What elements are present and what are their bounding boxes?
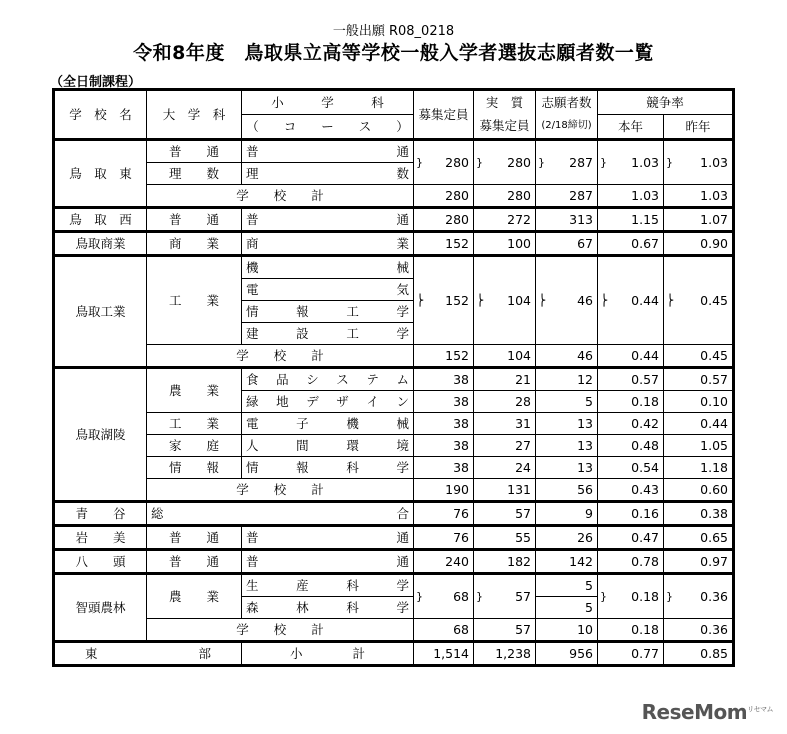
ratio-this-year-cell: } 0.18 (598, 574, 664, 619)
table-row (54, 550, 734, 574)
course-cell: 普 通 (242, 550, 414, 574)
table-row (54, 435, 734, 457)
capacity-cell: 38 (414, 391, 474, 413)
course-cell: 普 通 (242, 208, 414, 232)
capacity-cell: } 280 (414, 140, 474, 185)
course-cell: 普 通 (242, 140, 414, 163)
school-total-label: 学 校 計 (147, 619, 414, 642)
col-applicants-top: 志願者数 (536, 90, 598, 115)
region-label: 東 部 (54, 642, 242, 666)
col-real-top: 実 質 (474, 90, 536, 115)
dept-cell: 情 報 (147, 457, 242, 479)
ratio-last-year-cell: 0.38 (664, 502, 734, 526)
ratio-last-year-cell: 0.90 (664, 232, 734, 256)
real-capacity-cell: 57 (474, 619, 536, 642)
school-name: 智頭農林 (54, 574, 147, 642)
ratio-this-year-cell: } 1.03 (598, 140, 664, 185)
ratio-last-year-cell: 0.85 (664, 642, 734, 666)
course-cell: 理 数 (242, 163, 414, 185)
ratio-last-year-cell: 0.10 (664, 391, 734, 413)
col-course-top: 小 学 科 (242, 90, 414, 115)
table-row (54, 256, 734, 279)
ratio-this-year-cell: 0.78 (598, 550, 664, 574)
real-capacity-cell: 131 (474, 479, 536, 502)
dept-cell: 工 業 (147, 413, 242, 435)
real-capacity-cell: 24 (474, 457, 536, 479)
table-row-total (54, 185, 734, 208)
capacity-cell: 76 (414, 526, 474, 550)
school-total-label: 学 校 計 (147, 345, 414, 368)
capacity-cell: 240 (414, 550, 474, 574)
ratio-this-year-cell: 0.47 (598, 526, 664, 550)
dept-cell: 普 通 (147, 526, 242, 550)
applicants-cell: } 287 (536, 140, 598, 185)
applicants-cell: 956 (536, 642, 598, 666)
applicants-cell: 12 (536, 368, 598, 391)
ratio-this-year-cell: 0.48 (598, 435, 664, 457)
ratio-this-year-cell: 0.57 (598, 368, 664, 391)
table-row (54, 457, 734, 479)
applicants-cell: ⎬ 46 (536, 256, 598, 345)
dept-cell: 普 通 (147, 550, 242, 574)
header-row-top (54, 90, 734, 115)
table-row (54, 526, 734, 550)
applicants-cell: 287 (536, 185, 598, 208)
applicants-cell: 13 (536, 457, 598, 479)
capacity-cell: 1,514 (414, 642, 474, 666)
school-total-label: 学 校 計 (147, 479, 414, 502)
applicants-cell: 142 (536, 550, 598, 574)
real-capacity-cell: 21 (474, 368, 536, 391)
dept-cell: 理 数 (147, 163, 242, 185)
ratio-this-year-cell: 0.18 (598, 619, 664, 642)
capacity-cell: 38 (414, 368, 474, 391)
dept-cell: 農 業 (147, 368, 242, 413)
ratio-this-year-cell: 1.03 (598, 185, 664, 208)
resemom-logo: ReseMom$^{リセマム}$ (641, 700, 773, 724)
ratio-last-year-cell: 1.03 (664, 185, 734, 208)
course-cell: 森 林 科 学 (242, 597, 414, 619)
table-row (54, 413, 734, 435)
course-cell: 普 通 (242, 526, 414, 550)
table-row (54, 502, 734, 526)
school-name: 鳥 取 東 (54, 140, 147, 208)
dept-cell: 普 通 (147, 208, 242, 232)
course-cell: 緑 地 デ ザ イ ン (242, 391, 414, 413)
table-row (54, 368, 734, 391)
school-name: 八 頭 (54, 550, 147, 574)
course-type-label: （全日制課程） (50, 75, 142, 90)
dept-cell: 工 業 (147, 256, 242, 345)
table-row-total (54, 345, 734, 368)
ratio-last-year-cell: 0.44 (664, 413, 734, 435)
real-capacity-cell: 272 (474, 208, 536, 232)
applicants-cell: 5 (536, 574, 598, 597)
real-capacity-cell: } 280 (474, 140, 536, 185)
real-capacity-cell: 55 (474, 526, 536, 550)
ratio-this-year-cell: 0.42 (598, 413, 664, 435)
capacity-cell: 280 (414, 208, 474, 232)
school-name: 鳥取工業 (54, 256, 147, 368)
ratio-this-year-cell: 0.43 (598, 479, 664, 502)
capacity-cell: 38 (414, 435, 474, 457)
applicants-cell: 26 (536, 526, 598, 550)
real-capacity-cell: 31 (474, 413, 536, 435)
course-cell: 情 報 科 学 (242, 457, 414, 479)
col-applicants-bottom: (2/18締切) (536, 115, 598, 140)
table-row (54, 574, 734, 597)
col-real-bottom: 募集定員 (474, 115, 536, 140)
document-id: 一般出願 R08_0218 (332, 24, 455, 39)
applicants-cell: 46 (536, 345, 598, 368)
course-cell: 生 産 科 学 (242, 574, 414, 597)
applicants-cell: 9 (536, 502, 598, 526)
applicants-cell: 10 (536, 619, 598, 642)
course-cell: 食 品 シ ス テ ム (242, 368, 414, 391)
dept-cell: 普 通 (147, 140, 242, 163)
ratio-this-year-cell: 1.15 (598, 208, 664, 232)
real-capacity-cell: 182 (474, 550, 536, 574)
ratio-this-year-cell: 0.67 (598, 232, 664, 256)
real-capacity-cell: } 57 (474, 574, 536, 619)
ratio-this-year-cell: 0.16 (598, 502, 664, 526)
applicants-cell: 13 (536, 413, 598, 435)
course-cell: 電 子 機 械 (242, 413, 414, 435)
capacity-cell: 152 (414, 345, 474, 368)
col-last-year: 昨年 (664, 115, 734, 140)
applicants-cell: 56 (536, 479, 598, 502)
ratio-last-year-cell: } 0.36 (664, 574, 734, 619)
applicants-table (52, 88, 735, 667)
capacity-cell: 68 (414, 619, 474, 642)
capacity-cell: ⎬ 152 (414, 256, 474, 345)
school-name: 青 谷 (54, 502, 147, 526)
ratio-last-year-cell: 0.97 (664, 550, 734, 574)
applicants-cell: 5 (536, 391, 598, 413)
real-capacity-cell: 104 (474, 345, 536, 368)
real-capacity-cell: 100 (474, 232, 536, 256)
course-cell: 商 業 (242, 232, 414, 256)
capacity-cell: 38 (414, 413, 474, 435)
ratio-this-year-cell: 0.18 (598, 391, 664, 413)
table-row-total (54, 479, 734, 502)
ratio-last-year-cell: 1.18 (664, 457, 734, 479)
school-total-label: 学 校 計 (147, 185, 414, 208)
capacity-cell: 152 (414, 232, 474, 256)
real-capacity-cell: 27 (474, 435, 536, 457)
ratio-this-year-cell: ⎬ 0.44 (598, 256, 664, 345)
region-subtotal-row (54, 642, 734, 666)
ratio-last-year-cell: 0.45 (664, 345, 734, 368)
col-this-year: 本年 (598, 115, 664, 140)
school-name: 鳥取商業 (54, 232, 147, 256)
real-capacity-cell: ⎬ 104 (474, 256, 536, 345)
applicants-cell: 67 (536, 232, 598, 256)
col-competition: 競争率 (598, 90, 734, 115)
table-row (54, 208, 734, 232)
capacity-cell: 190 (414, 479, 474, 502)
dept-cell: 商 業 (147, 232, 242, 256)
ratio-this-year-cell: 0.44 (598, 345, 664, 368)
capacity-cell: 38 (414, 457, 474, 479)
course-cell: 人 間 環 境 (242, 435, 414, 457)
ratio-last-year-cell: 0.36 (664, 619, 734, 642)
school-name: 岩 美 (54, 526, 147, 550)
table-row (54, 232, 734, 256)
school-name: 鳥 取 西 (54, 208, 147, 232)
capacity-cell: 76 (414, 502, 474, 526)
ratio-last-year-cell: 1.05 (664, 435, 734, 457)
applicants-cell: 13 (536, 435, 598, 457)
col-capacity: 募集定員 (414, 90, 474, 140)
dept-cell: 総 合 (147, 502, 414, 526)
subtotal-label: 小 計 (242, 642, 414, 666)
table-row (54, 140, 734, 163)
course-cell: 情 報 工 学 (242, 301, 414, 323)
ratio-last-year-cell: 0.60 (664, 479, 734, 502)
table-row-total (54, 619, 734, 642)
ratio-this-year-cell: 0.77 (598, 642, 664, 666)
ratio-last-year-cell: 1.07 (664, 208, 734, 232)
course-cell: 建 設 工 学 (242, 323, 414, 345)
course-cell: 電 気 (242, 279, 414, 301)
ratio-last-year-cell: } 1.03 (664, 140, 734, 185)
applicants-cell: 313 (536, 208, 598, 232)
ratio-this-year-cell: 0.54 (598, 457, 664, 479)
col-course-bottom: （ コ ー ス ） (242, 115, 414, 140)
dept-cell: 農 業 (147, 574, 242, 619)
real-capacity-cell: 280 (474, 185, 536, 208)
real-capacity-cell: 1,238 (474, 642, 536, 666)
applicants-cell: 5 (536, 597, 598, 619)
ratio-last-year-cell: 0.65 (664, 526, 734, 550)
school-name: 鳥取湖陵 (54, 368, 147, 502)
ratio-last-year-cell: 0.57 (664, 368, 734, 391)
capacity-cell: 280 (414, 185, 474, 208)
col-dept: 大 学 科 (147, 90, 242, 140)
real-capacity-cell: 57 (474, 502, 536, 526)
capacity-cell: } 68 (414, 574, 474, 619)
real-capacity-cell: 28 (474, 391, 536, 413)
col-school: 学 校 名 (54, 90, 147, 140)
page-title: 令和8年度 鳥取県立高等学校一般入学者選抜志願者数一覧 (133, 42, 654, 64)
ratio-last-year-cell: ⎬ 0.45 (664, 256, 734, 345)
dept-cell: 家 庭 (147, 435, 242, 457)
course-cell: 機 械 (242, 256, 414, 279)
